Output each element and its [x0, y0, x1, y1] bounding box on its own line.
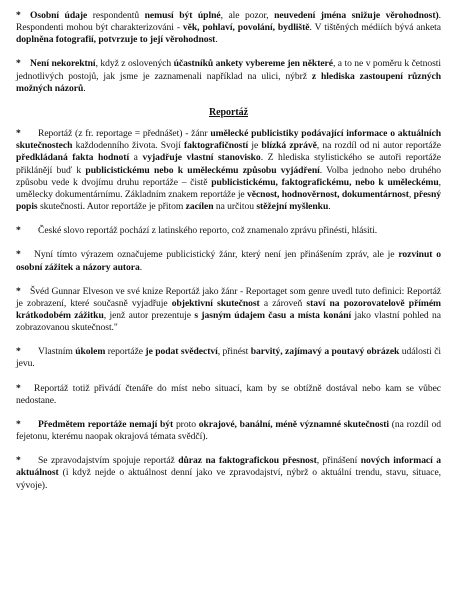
bullet-star: *	[16, 382, 21, 394]
bold-text-run: publicistickému nebo k uměleckému způsobu vyjádření	[85, 164, 320, 176]
bold-text-run: úkolem	[75, 346, 106, 358]
bold-text-run: s jasným údajem času a místa konání	[194, 309, 352, 321]
text-run: .	[328, 201, 331, 213]
text-run: a zároveň	[259, 297, 307, 309]
bold-text-run: Není nekorektní	[30, 58, 96, 70]
text-run: ,	[408, 188, 414, 200]
bold-text-run: doplněna fotografií, potvrzuje to její věrohodnost	[16, 34, 216, 46]
bullet-star: *	[16, 285, 21, 297]
text-run: Švéd Gunnar Elveson ve své knize Reportáž jako žánr - Reportaget som genre uvedl tuto definici: Reportáž je zobrazení, které současně vyjadřuje	[16, 285, 441, 309]
paragraph-text	[16, 58, 441, 93]
paragraph-text	[38, 225, 377, 236]
bold-text-run: věk, pohlaví, povolání, bydliště	[182, 22, 310, 34]
bold-text-run: staví na pozorovatelově přímém krátkodobém zážitku	[16, 297, 442, 321]
bold-text-run: neuvedení jména snižuje věrohodnost)	[274, 10, 439, 21]
text-run: , přinést	[217, 346, 251, 358]
bold-text-run: blízká zprávě	[261, 140, 317, 152]
paragraph	[16, 286, 441, 335]
text-run: proto	[173, 418, 199, 430]
paragraph-text	[16, 286, 441, 333]
text-run: , ale pozor,	[220, 10, 275, 21]
text-run: .	[139, 261, 143, 273]
bold-text-run: zacílen	[185, 201, 214, 213]
bold-text-run: vyjadřuje vlastní stanovisko	[142, 152, 261, 164]
bold-text-run: umělecké publicistiky podávající informace o aktuálních skutečnostech	[16, 128, 441, 152]
paragraph-text	[16, 10, 441, 45]
bullet-star: *	[16, 58, 21, 70]
bold-text-run: publicistickému, faktografickému, nebo k uměleckému	[211, 176, 439, 188]
paragraph	[16, 128, 441, 213]
bullet-star: *	[16, 10, 21, 21]
text-run: reportáže	[105, 346, 146, 358]
bold-text-run: stěžejní myšlenku	[256, 201, 329, 213]
bold-text-run: věcnost, hodnověrnost, dokumentárnost	[247, 188, 409, 200]
text-run: .	[215, 34, 218, 46]
text-run: České slovo reportáž pochází z latinského reporto, což znamenalo zprávu přinésti, hlásiti.	[38, 225, 378, 237]
section-heading: Reportáž	[208, 106, 249, 118]
bold-text-run: faktografičností	[183, 140, 249, 152]
bold-text-run: z hlediska zastoupení různých možných názorů	[16, 70, 441, 94]
paragraph	[16, 419, 441, 443]
bold-text-run: Předmětem reportáže nemají být	[38, 418, 174, 430]
text-run: respondentů	[87, 10, 145, 21]
text-run: , umělecky dokumentárnímu. Základním znakem reportáže je	[16, 176, 441, 200]
text-run: Nyní tímto výrazem označujeme publicistický žánr, který není jen přinášením zpráv, ale je	[34, 249, 399, 261]
bullet-star: *	[16, 249, 21, 261]
text-run: , a to ne v poměru k četnosti jednotlivých postojů, jak jsme je zaznamenali například na ulici, nýbrž	[16, 58, 442, 82]
paragraph	[16, 249, 441, 273]
text-run: každodenního života. Svojí	[72, 140, 184, 152]
paragraph-text	[16, 128, 441, 212]
bold-text-run: okrajové, banální, méně významné skutečnosti	[198, 418, 390, 430]
text-run: .	[83, 82, 86, 94]
text-run: je	[248, 140, 262, 152]
bold-text-run: objektivní skutečnost	[171, 297, 260, 309]
paragraph	[16, 58, 441, 94]
text-run: Se zpravodajstvím spojuje reportáž	[38, 455, 179, 467]
bullet-star: *	[16, 346, 21, 358]
text-run: , přinášení	[316, 455, 361, 467]
text-run: , na rozdíl od ni autor reportáže	[316, 140, 441, 152]
text-run: jako vlastní pohled na zobrazovanou skutečnost."	[16, 309, 442, 334]
bold-text-run: předkládaná fakta hodnotí	[16, 152, 130, 164]
paragraph	[16, 225, 441, 237]
text-run: Vlastním	[38, 346, 76, 358]
paragraph	[16, 455, 441, 491]
text-run: . Volba jednoho nebo druhého způsobu vede k dvojímu druhu reportáže – čistě	[16, 164, 441, 188]
bold-text-run: nových informací a aktuálnost	[16, 455, 441, 479]
paragraph-text	[16, 383, 441, 406]
paragraph-text	[16, 346, 441, 369]
text-run: . V tištěných médiích bývá anketa	[309, 22, 442, 34]
bold-text-run: je podat svědectví	[145, 346, 218, 358]
bullet-star: *	[16, 455, 21, 467]
bullet-star: *	[16, 225, 21, 237]
paragraph-text	[16, 419, 441, 442]
bold-text-run: barvitý, zajímavý a poutavý obrázek	[250, 346, 400, 358]
paragraph	[16, 10, 441, 46]
text-run: (na rozdíl od fejetonu, kterému naopak okrajová témata svědčí).	[16, 418, 441, 443]
text-run: . Respondenti mohou být charakterizováni -	[16, 10, 441, 34]
text-run: Reportáž totiž přivádí čtenáře do míst nebo situací, kam by se obtížně dostával nebo kam se vůbec nedostane.	[16, 382, 441, 406]
bold-text-run: účastníků ankety vybereme jen některé	[173, 58, 333, 70]
text-run: události či jevu.	[16, 346, 442, 370]
text-run: a	[129, 152, 143, 164]
text-run: skutečnosti. Autor reportáže je přitom	[37, 201, 186, 213]
bold-text-run: Osobní údaje	[30, 10, 88, 21]
paragraph	[16, 383, 441, 407]
text-run: , když z oslovených	[95, 58, 174, 70]
bold-text-run: nemusí být úplné	[144, 10, 221, 21]
bullet-star: *	[16, 128, 21, 140]
text-run: , jenž autor prezentuje	[103, 309, 195, 321]
paragraph	[16, 346, 441, 370]
text-run: Reportáž (z fr. reportage = přednášet) - žánr	[38, 128, 211, 140]
paragraph-text	[16, 249, 441, 272]
text-run: na určitou	[213, 201, 257, 213]
paragraph-text	[16, 455, 441, 490]
bold-text-run: přesný popis	[16, 188, 442, 213]
text-run: (i když nejde o aktuálnost denní jako ve zpravodajství, nýbrž o aktuální trendu, stavu, situace, vývoje).	[16, 467, 441, 491]
text-run: . Z hlediska stylistického se autoři reportáže přiklánějí buď k	[16, 152, 442, 176]
bold-text-run: rozvinut o osobní zážitek a názory autora	[16, 249, 441, 273]
bullet-star: *	[16, 418, 21, 430]
bold-text-run: důraz na faktografickou přesnost	[178, 455, 317, 467]
